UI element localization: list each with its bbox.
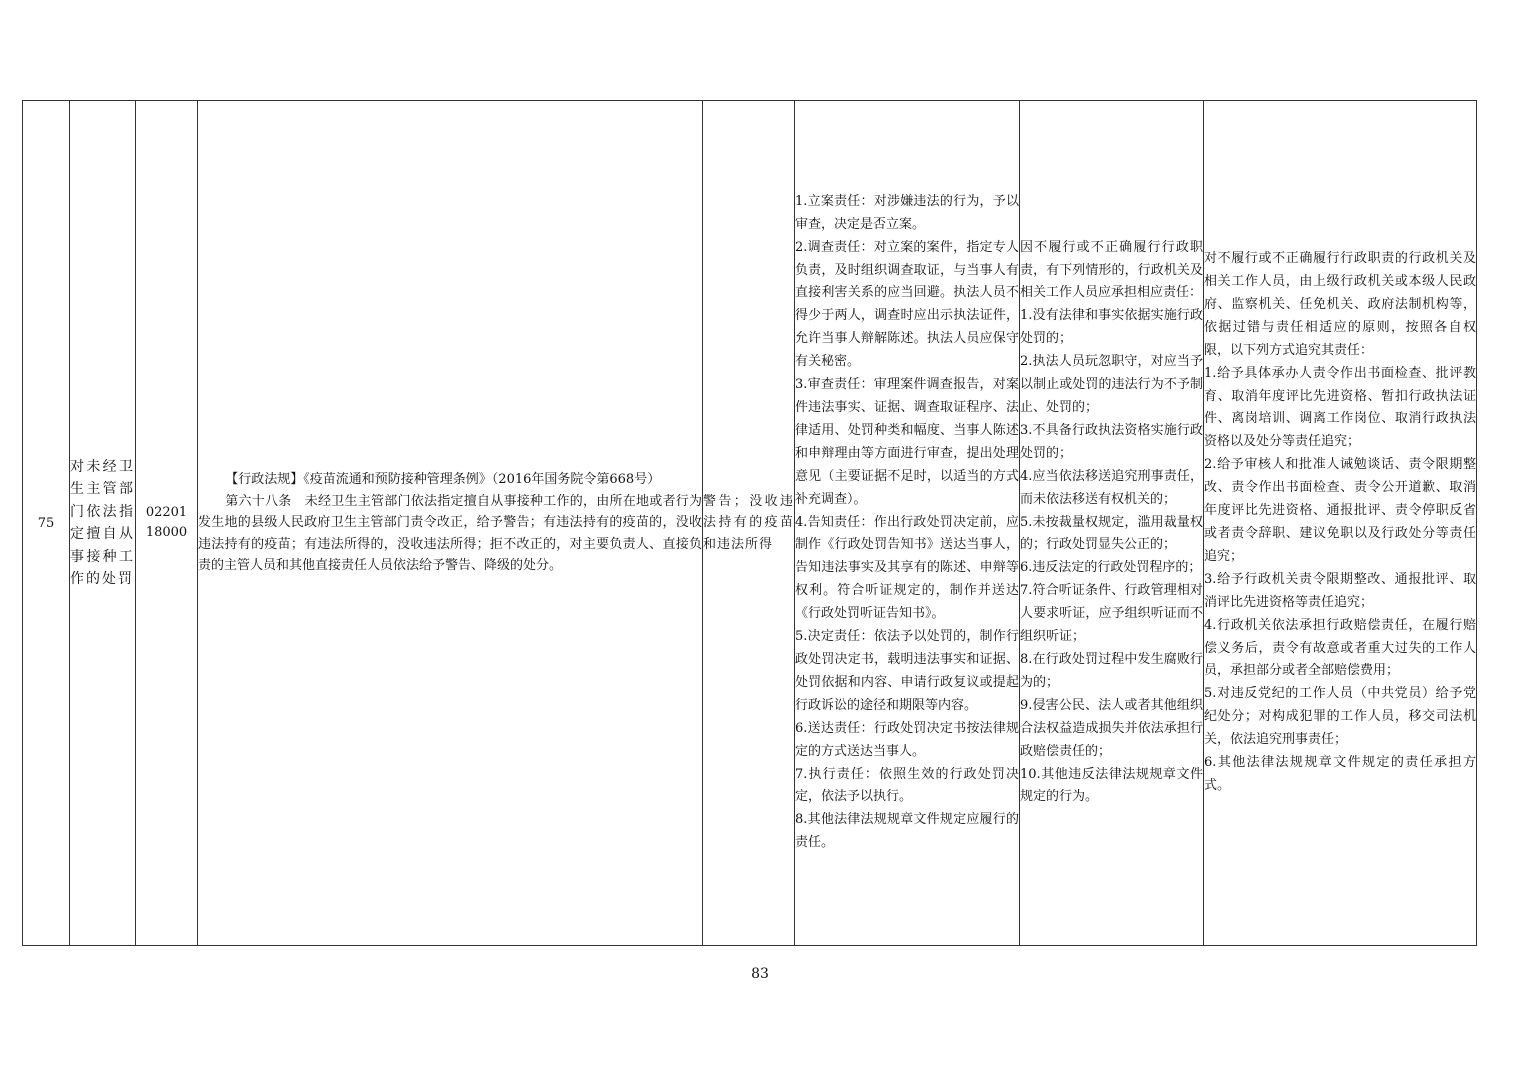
list-item: 2.调查责任：对立案的案件，指定专人负责，及时组织调查取证，与当事人有直接利害关系的应当回避。执法人员不得少于两人，调查时应出示执法证件，允许当事人辩解陈述。执法人员应保守有关秘密。 bbox=[795, 239, 1019, 370]
list-item: 6.其他法律法规规章文件规定的责任承担方式。 bbox=[1204, 755, 1476, 793]
item-name: 对未经卫生主管部门依法指定擅自从事接种工作的处罚 bbox=[70, 458, 135, 587]
accountability-cases-list bbox=[1020, 237, 1203, 810]
list-item: 9.侵害公民、法人或者其他组织合法权益造成损失并依法承担行政赔偿责任的； bbox=[1020, 697, 1203, 759]
list-item: 因不履行或不正确履行行政职责，有下列情形的，行政机关及相关工作人员应承担相应责任： bbox=[1020, 239, 1203, 301]
legal-basis-cell bbox=[198, 101, 703, 946]
responsibility-list bbox=[795, 191, 1019, 855]
page-number: 83 bbox=[751, 966, 769, 982]
catalog-table bbox=[22, 100, 1477, 946]
list-item: 2.给予审核人和批准人诫勉谈话、责令限期整改、责令作出书面检查、责令公开道歉、取消年度评比先进资格、通报批评、责令停职反省或者责令辞职、建议免职以及行政处分等责任追究； bbox=[1204, 457, 1476, 564]
legal-basis-title: 【行政法规】《疫苗流通和预防接种管理条例》（2016年国务院令第668号） bbox=[225, 472, 661, 488]
row-number: 75 bbox=[37, 515, 55, 531]
penalty-kind-cell bbox=[703, 101, 795, 946]
list-item: 1.没有法律和事实依据实施行政处罚的； bbox=[1020, 308, 1203, 347]
item-code bbox=[136, 503, 197, 543]
list-item: 4.应当依法移送追究刑事责任，而未依法移送有权机关的； bbox=[1020, 468, 1203, 507]
item-code-cell bbox=[136, 101, 198, 946]
accountability-measures-list bbox=[1204, 248, 1476, 798]
list-item: 1.给予具体承办人责令作出书面检查、批评教育、取消年度评比先进资格、暂扣行政执法证件、离岗培训、调离工作岗位、取消行政执法资格以及处分等责任追究； bbox=[1204, 365, 1476, 450]
list-item: 6.违反法定的行政处罚程序的； bbox=[1020, 560, 1202, 576]
list-item: 5.决定责任：依法予以处罚的，制作行政处罚决定书，载明违法事实和证据、处罚依据和内容、申请行政复议或提起行政诉讼的途径和期限等内容。 bbox=[795, 629, 1019, 713]
list-item: 1.立案责任：对涉嫌违法的行为，予以审查，决定是否立案。 bbox=[795, 193, 1019, 232]
penalty-kind: 警告；没收违法持有的疫苗和违法所得 bbox=[703, 493, 794, 552]
list-item: 8.在行政处罚过程中发生腐败行为的； bbox=[1020, 651, 1203, 690]
list-item: 4.行政机关依法承担行政赔偿责任，在履行赔偿义务后，责令有故意或者重大过失的工作人员，承担部分或者全部赔偿费用； bbox=[1204, 617, 1476, 679]
list-item: 6.送达责任：行政处罚决定书按法律规定的方式送达当事人。 bbox=[795, 720, 1019, 759]
responsibility-cell bbox=[795, 101, 1020, 946]
list-item: 10.其他违反法律法规规章文件规定的行为。 bbox=[1020, 766, 1203, 805]
list-item: 3.审查责任：审理案件调查报告，对案件违法事实、证据、调查取证程序、法律适用、处罚种类和幅度、当事人陈述和申辩理由等方面进行审查，提出处理意见（主要证据不足时，以适当的方式补充调查）。 bbox=[795, 377, 1019, 507]
list-item: 5.未按裁量权规定，滥用裁量权的；行政处罚显失公正的； bbox=[1020, 514, 1203, 553]
list-item: 3.不具备行政执法资格实施行政处罚的； bbox=[1020, 422, 1203, 461]
item-name-cell bbox=[70, 101, 136, 946]
list-item: 7.执行责任：依照生效的行政处罚决定，依法予以执行。 bbox=[795, 766, 1019, 805]
legal-basis bbox=[198, 469, 702, 577]
list-item: 4.告知责任：作出行政处罚决定前，应制作《行政处罚告知书》送达当事人，告知违法事实及其享有的陈述、申辩等权利。符合听证规定的，制作并送达《行政处罚听证告知书》。 bbox=[795, 514, 1019, 622]
list-item: 2.执法人员玩忽职守，对应当予以制止或处罚的违法行为不予制止、处罚的； bbox=[1020, 354, 1203, 416]
list-item: 8.其他法律法规规章文件规定应履行的责任。 bbox=[795, 812, 1019, 851]
item-code-part: 18000 bbox=[145, 525, 188, 540]
accountability-measures-cell bbox=[1204, 101, 1477, 946]
row-number-cell bbox=[23, 101, 70, 946]
legal-basis-article: 第六十八条 未经卫生主管部门依法指定擅自从事接种工作的，由所在地或者行为发生地的县级人民政府卫生主管部门责令改正，给予警告；有违法持有的疫苗的，没收违法持有的疫苗；有违法所得的，没收违法所得；拒不改正的，对主要负责人、直接负责的主管人员和其他直接责任人员依法给予警告、降级的处分。 bbox=[198, 493, 702, 574]
list-item: 7.符合听证条件、行政管理相对人要求听证，应予组织听证而不组织听证； bbox=[1020, 583, 1203, 645]
list-item: 3.给予行政机关责令限期整改、通报批评、取消评比先进资格等责任追究； bbox=[1204, 571, 1476, 610]
list-item: 对不履行或不正确履行行政职责的行政机关及相关工作人员，由上级行政机关或本级人民政府、监察机关、任免机关、政府法制机构等，依据过错与责任相适应的原则，按照各自权限，以下列方式追究其责任： bbox=[1204, 251, 1476, 358]
accountability-cases-cell bbox=[1020, 101, 1204, 946]
list-item: 5.对违反党纪的工作人员（中共党员）给予党纪处分；对构成犯罪的工作人员，移交司法机关，依法追究刑事责任； bbox=[1204, 686, 1476, 748]
item-code-part: 02201 bbox=[145, 505, 188, 520]
table-row bbox=[23, 101, 1477, 946]
